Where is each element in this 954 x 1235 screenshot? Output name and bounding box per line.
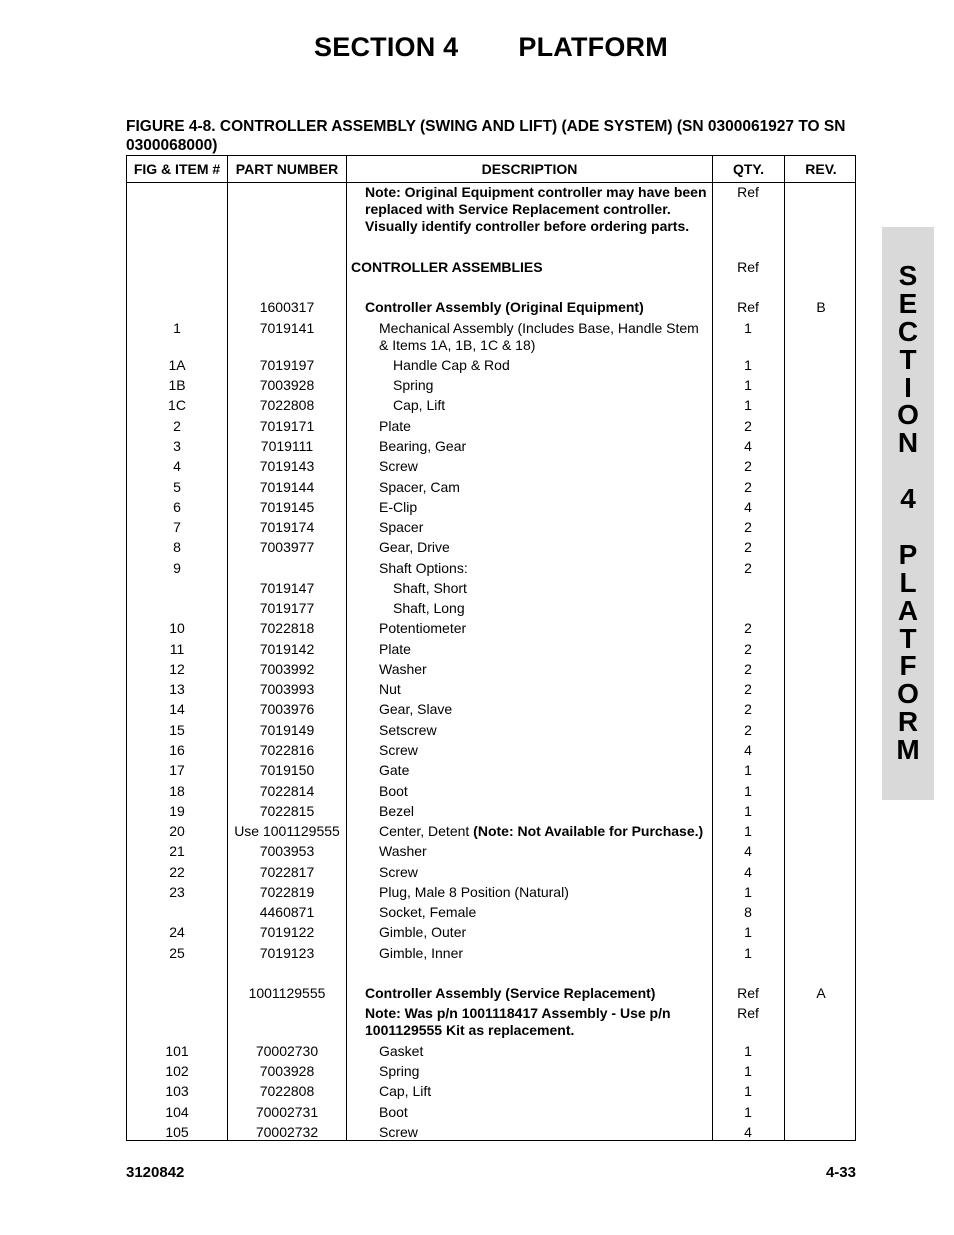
description-cell: Note: Was p/n 1001118417 Assembly - Use p/n 1001129555 Kit as replacement.: [365, 1005, 671, 1038]
column-header-fig: FIG & ITEM #: [133, 161, 221, 177]
qty-cell: 2: [744, 458, 752, 474]
part-number-cell: 7003928: [259, 377, 315, 393]
description-cell: Boot: [379, 783, 408, 799]
qty-cell: 2: [744, 539, 752, 555]
column-divider: [346, 156, 347, 1140]
qty-cell: 2: [744, 418, 752, 434]
part-number-cell: 7003953: [259, 843, 315, 859]
column-header-rev: REV.: [805, 161, 837, 177]
qty-cell: 4: [744, 864, 752, 880]
qty-cell: 1: [744, 1104, 752, 1120]
fig-item-cell: 102: [165, 1063, 189, 1079]
qty-cell: Ref: [737, 985, 759, 1001]
part-number-cell: 7019143: [259, 458, 315, 474]
part-number-cell: 70002731: [255, 1104, 319, 1120]
qty-cell: 1: [744, 357, 752, 373]
description-cell: Shaft Options:: [379, 560, 468, 576]
fig-item-cell: 15: [169, 722, 185, 738]
qty-cell: 2: [744, 479, 752, 495]
description-text: Center, Detent: [379, 823, 470, 839]
part-number-cell: 7019144: [259, 479, 315, 495]
fig-item-cell: 104: [165, 1104, 189, 1120]
qty-cell: 1: [744, 1063, 752, 1079]
side-tab-letter: O: [897, 678, 919, 710]
description-cell: Controller Assembly (Original Equipment): [365, 299, 644, 315]
fig-item-cell: 1B: [168, 377, 186, 393]
part-number-cell: 7003977: [259, 539, 315, 555]
page-number: 4-33: [825, 1164, 856, 1181]
section-side-tab: [882, 227, 934, 800]
description-cell: Controller Assembly (Service Replacement): [365, 985, 656, 1001]
side-tab-letter: C: [897, 315, 919, 347]
part-number-cell: 7022819: [259, 884, 315, 900]
qty-cell: 1: [744, 823, 752, 839]
fig-item-cell: 8: [173, 539, 181, 555]
fig-item-cell: 10: [169, 620, 185, 636]
part-number-cell: 1001129555: [248, 985, 326, 1001]
description-cell: Boot: [379, 1104, 408, 1120]
description-note: (Note: Not Available for Purchase.): [473, 823, 704, 839]
part-number-cell: 7022816: [259, 742, 315, 758]
header-divider: [127, 182, 855, 183]
side-tab-letter: A: [897, 594, 919, 626]
qty-cell: Ref: [737, 1005, 759, 1021]
qty-cell: Ref: [737, 184, 759, 200]
side-tab-letter: O: [897, 399, 919, 431]
part-number-cell: 7019150: [259, 762, 315, 778]
fig-item-cell: 16: [169, 742, 185, 758]
description-cell: Spacer, Cam: [379, 479, 460, 495]
description-cell: Bezel: [379, 803, 415, 819]
part-number-cell: 7022817: [259, 864, 315, 880]
qty-cell: 1: [744, 803, 752, 819]
fig-item-cell: 17: [169, 762, 185, 778]
qty-cell: 2: [744, 620, 752, 636]
description-cell: Gasket: [379, 1043, 424, 1059]
description-cell: Spring: [379, 1063, 420, 1079]
part-number-cell: 7019122: [259, 924, 315, 940]
part-number-cell: 7003976: [259, 701, 315, 717]
qty-cell: 1: [744, 924, 752, 940]
column-header-qty: QTY.: [732, 161, 765, 177]
description-cell: Plate: [379, 641, 411, 657]
description-cell: Gear, Drive: [379, 539, 450, 555]
qty-cell: 1: [744, 377, 752, 393]
description-cell: Cap, Lift: [393, 397, 446, 413]
fig-item-cell: 24: [169, 924, 185, 940]
description-cell: Plate: [379, 418, 411, 434]
side-tab-letter: [882, 457, 934, 485]
qty-cell: 1: [744, 884, 752, 900]
description-cell: Spring: [393, 377, 434, 393]
side-tab-letter: T: [899, 343, 917, 375]
document-number: 3120842: [126, 1164, 185, 1181]
fig-item-cell: 25: [169, 945, 185, 961]
fig-item-cell: 101: [165, 1043, 189, 1059]
rev-cell: A: [816, 985, 826, 1001]
description-cell: Handle Cap & Rod: [393, 357, 510, 373]
description-cell: Shaft, Long: [393, 600, 465, 616]
part-number-cell: 7019123: [259, 945, 315, 961]
parts-table: [126, 155, 856, 1141]
fig-item-cell: 9: [173, 560, 181, 576]
description-cell: Screw: [379, 458, 418, 474]
qty-cell: 1: [744, 945, 752, 961]
qty-cell: 2: [744, 681, 752, 697]
fig-item-cell: 1A: [168, 357, 186, 373]
qty-cell: 1: [744, 762, 752, 778]
description-cell: Mechanical Assembly (Includes Base, Handle Stem & Items 1A, 1B, 1C & 18): [379, 320, 699, 353]
fig-item-cell: 23: [169, 884, 185, 900]
qty-cell: Ref: [737, 299, 759, 315]
qty-cell: 1: [744, 320, 752, 336]
description-cell: Bearing, Gear: [379, 438, 467, 454]
side-tab-letter: M: [896, 734, 920, 766]
part-number-cell: 7022815: [259, 803, 315, 819]
part-number-cell: 7022808: [259, 397, 315, 413]
section-title: PLATFORM: [518, 32, 668, 62]
part-number-cell: 7019145: [259, 499, 315, 515]
qty-cell: 4: [744, 1124, 752, 1140]
fig-item-cell: 7: [173, 519, 181, 535]
fig-item-cell: 19: [169, 803, 185, 819]
description-cell: Spacer: [379, 519, 424, 535]
qty-cell: 4: [744, 438, 752, 454]
description-cell: Gimble, Outer: [379, 924, 467, 940]
figure-title: FIGURE 4-8. CONTROLLER ASSEMBLY (SWING AND LIFT) (ADE SYSTEM) (SN 0300061927 TO SN 0300068000): [126, 118, 846, 154]
fig-item-cell: 13: [169, 681, 185, 697]
qty-cell: 1: [744, 1043, 752, 1059]
part-number-cell: 7019142: [259, 641, 315, 657]
description-cell: Washer: [379, 661, 427, 677]
section-label: SECTION 4: [314, 32, 459, 62]
description-cell: Washer: [379, 843, 427, 859]
part-number-cell: Use 1001129555: [234, 823, 340, 839]
part-number-cell: 7022818: [259, 620, 315, 636]
qty-cell: 2: [744, 661, 752, 677]
part-number-cell: 7019111: [260, 438, 314, 454]
side-tab-letter: L: [899, 566, 917, 598]
description-cell: Gate: [379, 762, 410, 778]
qty-cell: 1: [744, 1083, 752, 1099]
part-number-cell: 7019174: [259, 519, 315, 535]
fig-item-cell: 4: [173, 458, 181, 474]
description-cell: Screw: [379, 1124, 418, 1140]
description-cell: Cap, Lift: [379, 1083, 432, 1099]
column-header-part: PART NUMBER: [235, 161, 339, 177]
side-tab-letter: I: [904, 371, 912, 403]
side-tab-letter: R: [897, 706, 919, 738]
side-tab-letter: S: [898, 260, 918, 291]
part-number-cell: 7003993: [259, 681, 315, 697]
side-tab-letter: N: [897, 427, 919, 459]
fig-item-cell: 3: [173, 438, 181, 454]
description-cell: Plug, Male 8 Position (Natural): [379, 884, 569, 900]
fig-item-cell: 1: [173, 320, 181, 336]
fig-item-cell: 11: [169, 641, 185, 657]
part-number-cell: 70002730: [255, 1043, 319, 1059]
part-number-cell: 7003992: [259, 661, 315, 677]
description-cell: Nut: [379, 681, 401, 697]
part-number-cell: 7022814: [259, 783, 315, 799]
fig-item-cell: 12: [169, 661, 185, 677]
fig-item-cell: 18: [169, 783, 185, 799]
part-number-cell: 70002732: [255, 1124, 319, 1140]
qty-cell: 2: [744, 560, 752, 576]
qty-cell: 2: [744, 722, 752, 738]
fig-item-cell: 105: [165, 1124, 189, 1140]
qty-cell: 2: [744, 701, 752, 717]
description-cell: Gimble, Inner: [379, 945, 464, 961]
fig-item-cell: 5: [173, 479, 181, 495]
description-cell: Shaft, Short: [393, 580, 467, 596]
fig-item-cell: 1C: [168, 397, 186, 413]
description-cell: [379, 823, 749, 840]
description-cell: Socket, Female: [379, 904, 477, 920]
fig-item-cell: 20: [169, 823, 185, 839]
description-cell: Screw: [379, 742, 418, 758]
side-tab-letter: 4: [900, 483, 916, 515]
part-number-cell: 7019147: [259, 580, 315, 596]
qty-cell: 4: [744, 499, 752, 515]
part-number-cell: 7003928: [259, 1063, 315, 1079]
page-header: [0, 32, 954, 63]
qty-cell: Ref: [737, 259, 759, 275]
qty-cell: 8: [744, 904, 752, 920]
part-number-cell: 7019141: [259, 320, 315, 336]
fig-item-cell: 2: [173, 418, 181, 434]
side-tab-letter: P: [898, 538, 918, 570]
description-cell: Note: Original Equipment controller may have been replaced with Service Replacement controller. Visually identify controller before ordering parts.: [365, 184, 707, 234]
description-cell: CONTROLLER ASSEMBLIES: [351, 259, 543, 275]
side-tab-letter: F: [899, 650, 917, 682]
qty-cell: 4: [744, 843, 752, 859]
description-cell: Potentiometer: [379, 620, 467, 636]
side-tab-letters: [882, 262, 934, 764]
rev-cell: B: [816, 299, 826, 315]
part-number-cell: 7019177: [259, 600, 315, 616]
description-cell: Screw: [379, 864, 418, 880]
part-number-cell: 7019149: [259, 722, 315, 738]
qty-cell: 1: [744, 397, 752, 413]
description-cell: E-Clip: [379, 499, 418, 515]
description-cell: Setscrew: [379, 722, 437, 738]
side-tab-letter: T: [899, 622, 917, 654]
qty-cell: 4: [744, 742, 752, 758]
side-tab-letter: E: [898, 287, 918, 319]
qty-cell: 2: [744, 519, 752, 535]
fig-item-cell: 21: [169, 843, 185, 859]
part-number-cell: 1600317: [259, 299, 315, 315]
qty-cell: 1: [744, 783, 752, 799]
fig-item-cell: 103: [165, 1083, 189, 1099]
fig-item-cell: 6: [173, 499, 181, 515]
side-tab-letter: [882, 513, 934, 541]
part-number-cell: 7019171: [259, 418, 315, 434]
column-header-description: DESCRIPTION: [481, 161, 578, 177]
part-number-cell: 4460871: [259, 904, 315, 920]
qty-cell: 2: [744, 641, 752, 657]
part-number-cell: 7019197: [259, 357, 315, 373]
fig-item-cell: 14: [169, 701, 185, 717]
description-cell: Gear, Slave: [379, 701, 453, 717]
fig-item-cell: 22: [169, 864, 185, 880]
part-number-cell: 7022808: [259, 1083, 315, 1099]
